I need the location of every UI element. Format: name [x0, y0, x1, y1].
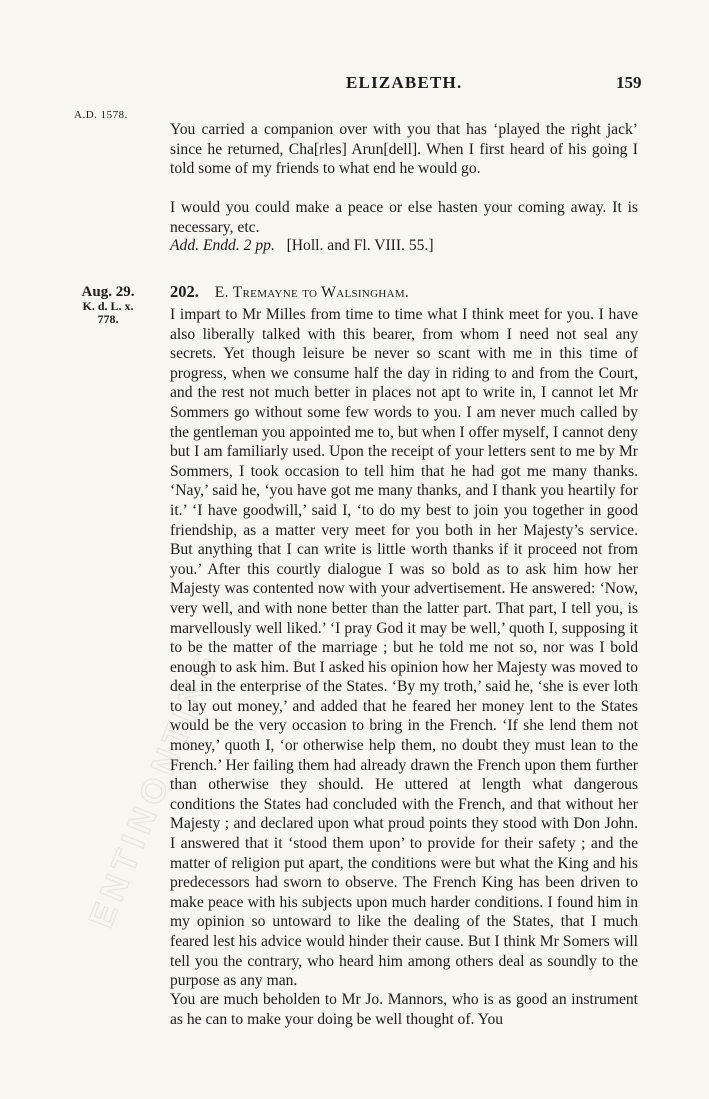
- entry-final-text: You are much beholden to Mr Jo. Mannors, who is as good an instrument as he can to make your doing be well thought of. You: [170, 991, 638, 1028]
- endorsement-pages: 2 pp.: [243, 237, 275, 254]
- prev-entry-paragraph-2: [170, 198, 638, 237]
- prev-entry-text-1: You carried a companion over with you that has ‘played the right jack’ since he returned, Cha[rles] Arun[dell]. When I first heard of his going I told some of my friends to what end he would go.: [170, 121, 638, 178]
- entry-heading: [170, 282, 638, 302]
- entry-title: E. Tremayne to Walsingham.: [214, 284, 410, 301]
- page-number: 159: [616, 73, 642, 92]
- entry-date: Aug. 29.: [81, 284, 135, 300]
- entry-reference-2: 778.: [97, 312, 119, 326]
- margin-entry-date: [72, 284, 144, 326]
- entry-body: [170, 305, 638, 991]
- entry-number: 202.: [170, 282, 199, 301]
- entry-reference-1: K. d. L. x.: [82, 299, 134, 313]
- prev-entry-paragraph-1: [170, 120, 638, 179]
- prev-entry-text-2: I would you could make a peace or else hasten your coming away. It is necessary, etc.: [170, 199, 638, 236]
- running-title: ELIZABETH.: [346, 73, 463, 92]
- svg-text:ENTINONTINE: ENTINONTINE: [82, 643, 229, 933]
- margin-year: A.D. 1578.: [74, 109, 128, 121]
- endorsement-line: [170, 236, 638, 256]
- endorsement-add: Add.: [170, 237, 200, 254]
- endorsement-endd: Endd.: [202, 237, 240, 254]
- entry-body-text: I impart to Mr Milles from time to time what I think meet for you. I have also liberally talked with this bearer, from whom I need not seal any secrets. Yet though leisure be never so scant with me in this time of progress, when we consume half the day in riding to and from the Court, and the rest not much better in places not apt to write in, I cannot let Mr Sommers go without some few words to you. I am never much called by the gentleman you appointed me to, but when I offer myself, I cannot deny but I am familiarly used. Upon the receipt of your letters sent to me by Mr Sommers, I took occasion to tell him that he had got me many thanks. ‘Nay,’ said he, ‘you have got me many thanks, and I thank you heartily for it.’ ‘I have goodwill,’ said I, ‘to do my best to join you together in good friendship, as a matter very meet for you both in her Majesty’s service. But anything that I can write is little worth thanks if it proceed not from you.’ After this courtly dialogue I was so bold as to ask him how her Majesty was contented now with your advertisement. He answered: ‘Now, very well, and with none better than the latter part. That part, I tell you, is marvellously well liked.’ ‘I pray God it may be well,’ quoth I, supposing it to be the matter of the marriage ; but he told me not so, nor was I bold enough to ask him. But I asked his opinion how her Majesty was moved to deal in the enterprise of the States. ‘By my troth,’ said he, ‘she is ever loth to lay out money,’ and added that he feared her money lent to the States would be the very occasion to bring in the French. ‘If she lend them not money,’ quoth I, ‘or otherwise help them, no doubt they must lean to the French.’ Her failing them had already drawn the French upon them further than otherwise they should. He uttered at length what dangerous conditions the States had concluded with the French, and that without her Majesty ; and declared upon what proud points they stood with Don John. I answered that it ‘stood them upon’ to provide for their safety ; and the matter of religion put apart, the conditions were but what the King and his predecessors had sworn to observe. The French King has been driven to make peace with his subjects upon much harder conditions. I found him in my opinion so untoward to like the dealing of the States, that I much feared lest his advice would hinder their cause. But I think Mr Somers will tell you the contrary, who heard him among others deal as soundly to the purpose as any man.: [170, 306, 638, 990]
- endorsement-reference: [Holl. and Fl. VIII. 55.]: [286, 237, 434, 254]
- entry-final-paragraph: [170, 990, 638, 1029]
